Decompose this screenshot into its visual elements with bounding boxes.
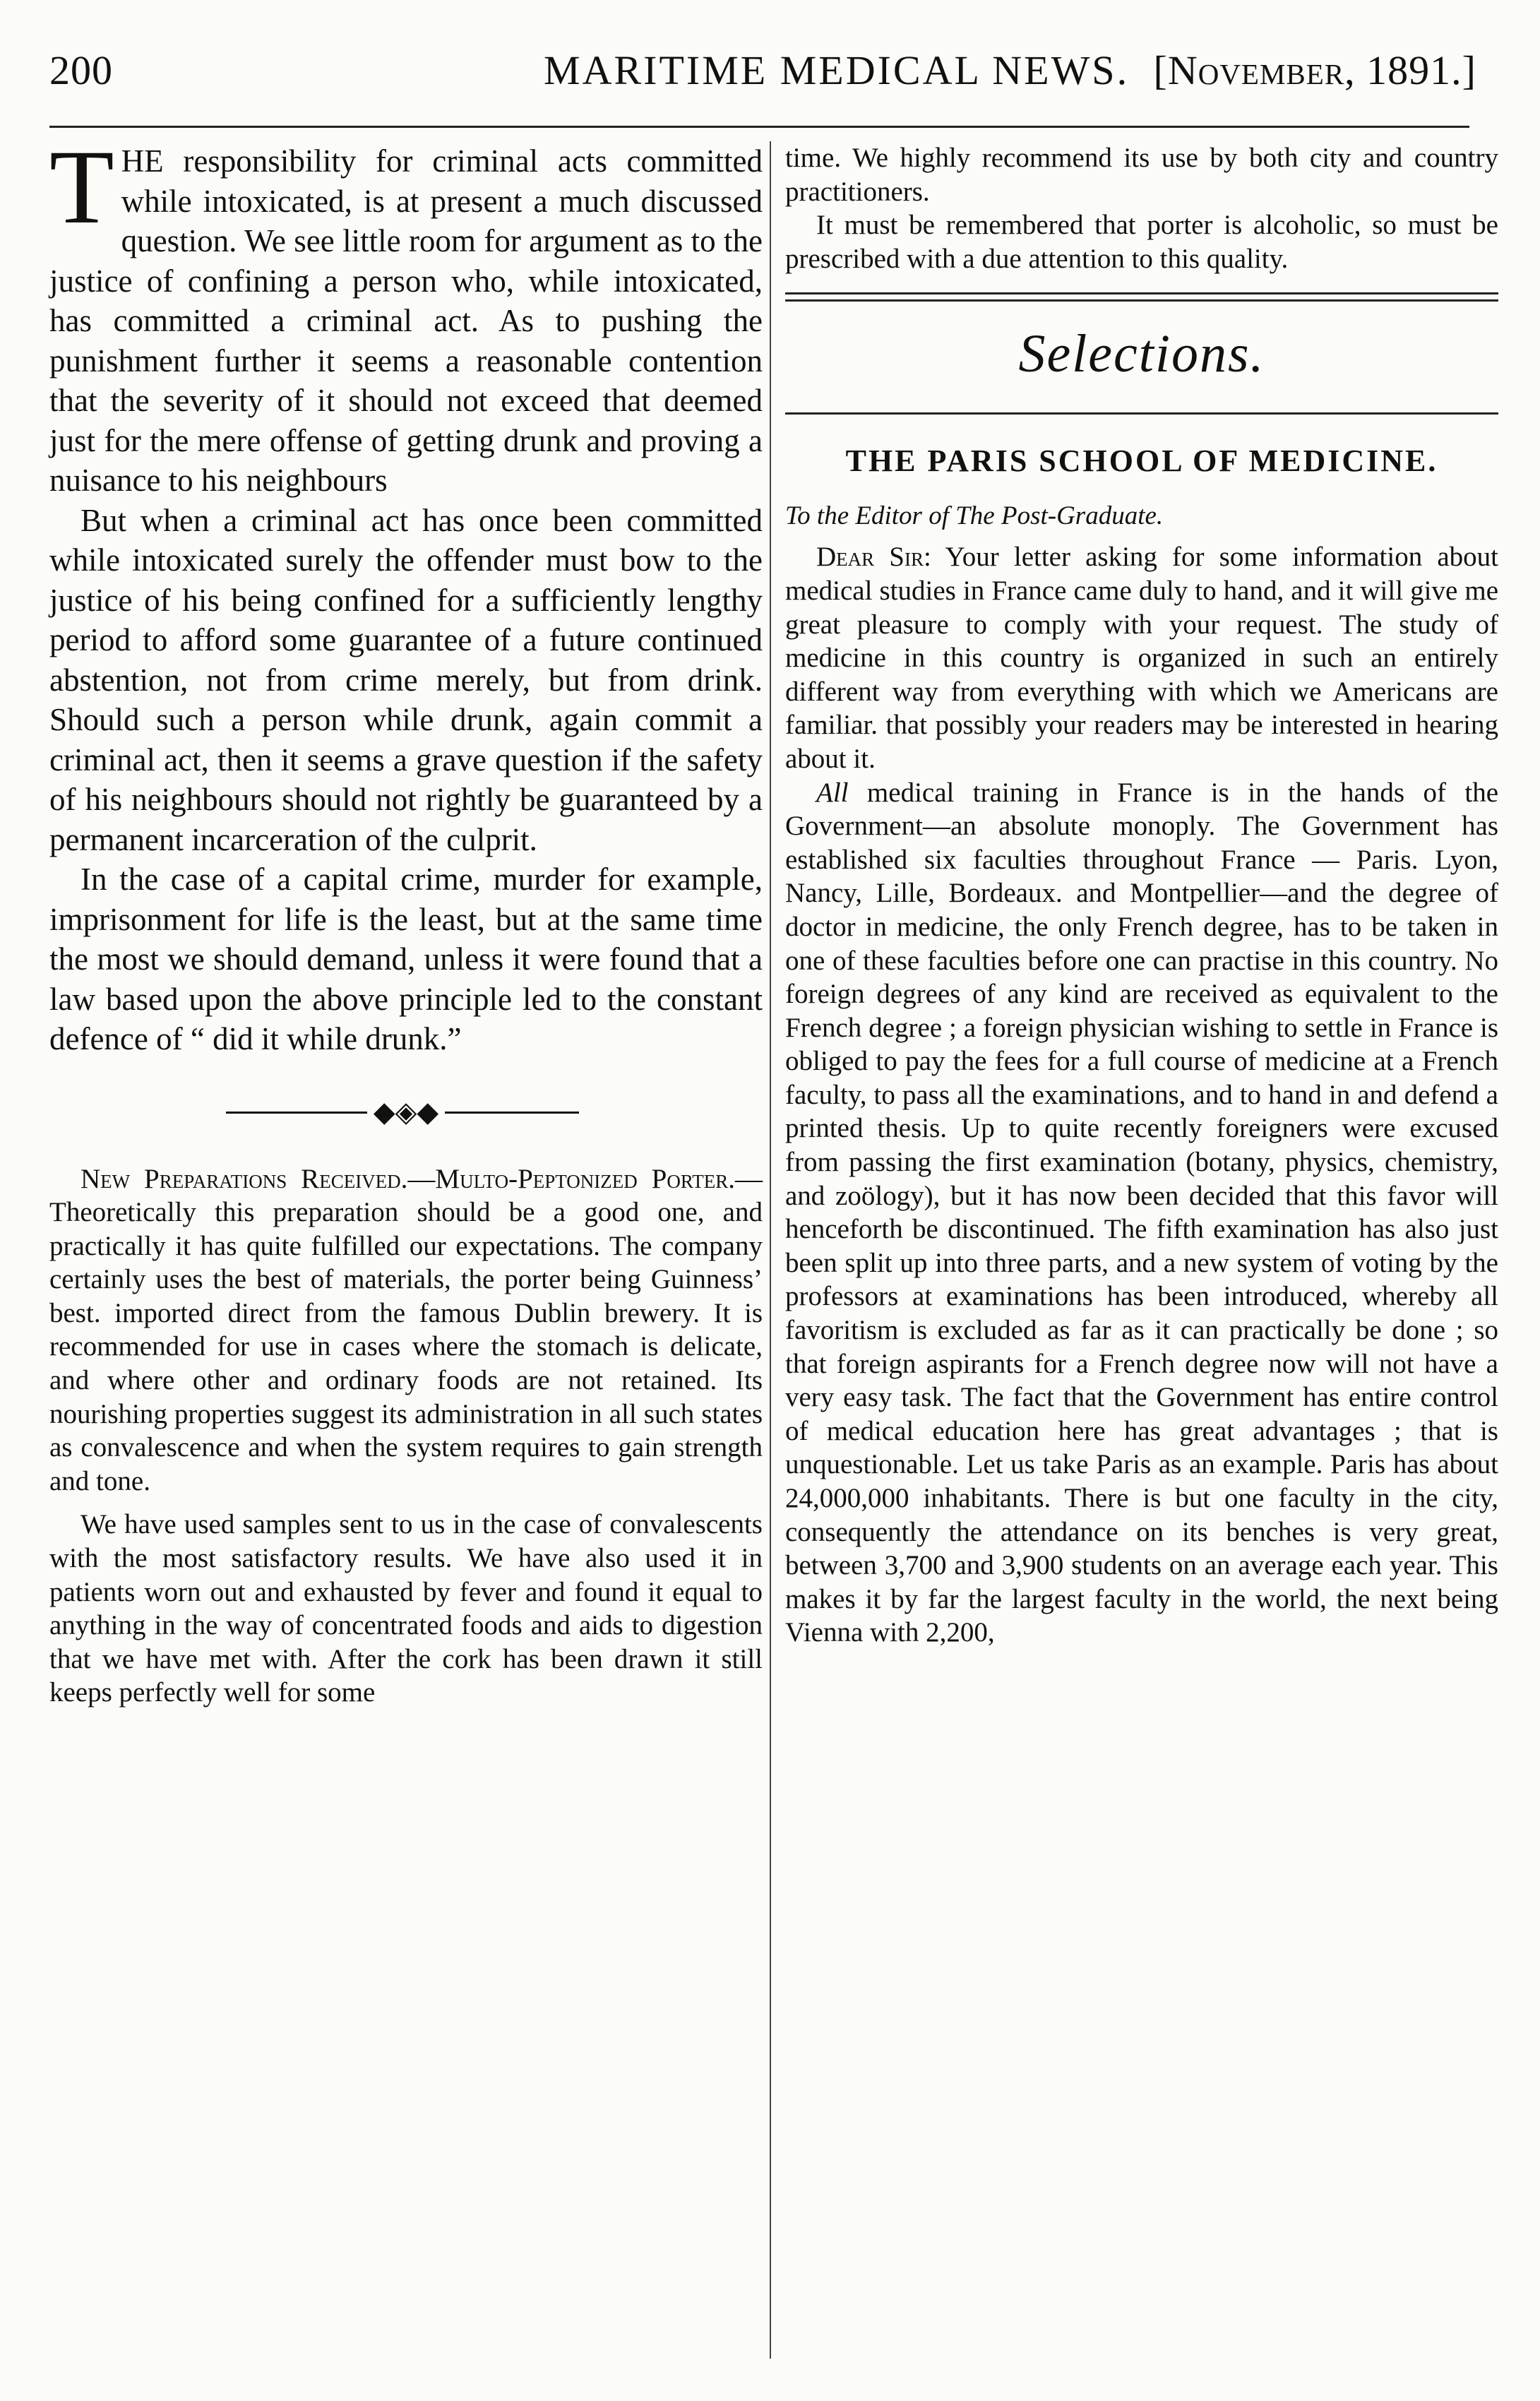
preparations-paragraph-2: We have used samples sent to us in the case of convalescents with the most satisfactory results. We have also used it in patients worn out and exhausted by fever and found it equal to anything in the way of concentrated foods and aids to digestion that we have met with. After the cork has been drawn it still keeps perfectly well for some — [49, 1509, 763, 1708]
drop-cap: T — [49, 129, 114, 246]
addressee-line: To the Editor of The Post-Graduate. — [785, 501, 1164, 531]
letter-paragraph-2-text: medical training in France is in the hands of the Government—an absolute monoply. The Government has established six faculties throughout France — Paris. Lyon, Nancy, Lille, Bordeaux. and Montpellier—and the degree of doctor in medicine, the only French degree, has to be taken in one of these faculties before one can practise in this country. No foreign degrees of any kind are received as equivalent to the French degree ; a foreign physician wishing to settle in France is obliged to pay the fees for a full course of medicine at a French faculty, to pass all the examinations, and to hand in and defend a printed thesis. Up to quite recently foreigners were excused from passing the first examination (botany, physics, chemistry, and zoölogy), but it has now been decided that this favor will henceforth be discontinued. The fifth examination has also just been split up into three parts, and a new system of voting by the professors at examinations has been introduced, whereby all favoritism is excluded as far as it can practically be done ; so that foreign aspirants for a French degree now will not have a very easy task. The fact that the Government has entire control of medical education here has great advantages ; that is unquestionable. Let us take Paris as an example. Paris has about 24,000,000 inhabitants. There is but one faculty in the city, consequently the attendance on its benches is very great, between 3,700 and 3,900 students on an average each year. This makes it by far the largest faculty in the world, the next being Vienna with 2,200, — [785, 777, 1499, 1648]
double-rule-bottom — [785, 299, 1498, 302]
ornament-line-right — [445, 1112, 579, 1114]
running-header — [49, 47, 1491, 103]
issue-date — [1154, 47, 1477, 94]
preparations-article — [49, 1162, 763, 1710]
ornament-line-left — [226, 1112, 367, 1114]
issue-date-open: [ — [1153, 47, 1168, 93]
double-rule-top — [785, 292, 1498, 294]
section-heading-selections: Selections. — [1018, 324, 1265, 384]
header-rule — [49, 126, 1469, 128]
editorial-paragraph-1 — [49, 129, 763, 501]
journal-title: MARITIME MEDICAL NEWS. — [544, 47, 1130, 93]
section-rule — [785, 412, 1498, 415]
page-number: 200 — [49, 47, 113, 93]
section-double-rule — [785, 288, 1498, 308]
preparations-heading: New Preparations Received.—Multo-Peptonized Porter. — [80, 1163, 735, 1194]
left-column — [49, 129, 763, 1710]
right-column — [785, 141, 1498, 1650]
editorial-paragraph-1-text: HE responsibility for criminal acts committed while intoxicated, is at present a much discussed question. We see little room for argument as to the justice of confining a person who, while intoxicated, has committed a criminal act. As to pushing the punishment further it seems a reasonable contention that the severity of it should not exceed that deemed just for the mere offense of getting drunk and proving a nuisance to his neighbours — [49, 143, 763, 498]
letter-paragraph-1-text: Your letter asking for some information about medical studies in France came duly to hand, and it will give me great pleasure to comply with your request. The study of medicine in this country is organized in such an entirely different way from everything with which we Americans are familiar. that possibly your readers may be interested in hearing about it. — [785, 542, 1498, 774]
editorial-article — [49, 129, 763, 1059]
letter-paragraph-2 — [785, 776, 1498, 1650]
preparations-paragraph-1 — [49, 1162, 763, 1499]
continued-paragraph-1: time. We highly recommend its use by both city and country practitioners. — [785, 143, 1498, 207]
editorial-paragraph-2: But when a criminal act has once been committed while intoxicated surely the offender must bow to the justice of his being confined for a sufficiently lengthy period to afford some guarantee of a future continued abstention, not from crime merely, but from drink. Should such a person while drunk, again commit a criminal act, then it seems a grave question if the safety of his neighbours should not rightly be guaranteed by a permanent incarceration of the culprit. — [49, 502, 763, 857]
article-title: THE PARIS SCHOOL OF MEDICINE. — [845, 443, 1438, 479]
salutation: Dear Sir: — [816, 542, 931, 573]
letter-paragraph-1 — [785, 540, 1498, 775]
column-divider — [770, 141, 771, 2359]
ornament-glyph: ◆◈◆ — [373, 1095, 439, 1128]
section-ornament — [49, 1089, 763, 1138]
editorial-paragraph-3: In the case of a capital crime, murder for example, imprisonment for life is the least, but at the same time the most we should demand, unless it were found that a law based upon the above principle led to the constant defence of “ did it while drunk.” — [49, 862, 763, 1056]
continued-paragraph-2: It must be remembered that porter is alcoholic, so must be prescribed with a due attention to this quality. — [785, 210, 1498, 274]
issue-month: November — [1167, 47, 1345, 93]
preparations-paragraph-1-text: —Theoretically this preparation should be a good one, and practically it has quite fulfilled our expectations. The company certainly uses the best of materials, the porter being Guinness’ best. imported direct from the famous Dublin brewery. It is recommended for use in cases where the stomach is delicate, and where other and ordinary foods are not retained. Its nourishing properties suggest its administration in all such states as convalescence and when the system requires to gain strength and tone. — [49, 1163, 763, 1496]
issue-year: , 1891.] — [1344, 47, 1476, 93]
letter-paragraph-2-lead: All — [816, 777, 849, 808]
